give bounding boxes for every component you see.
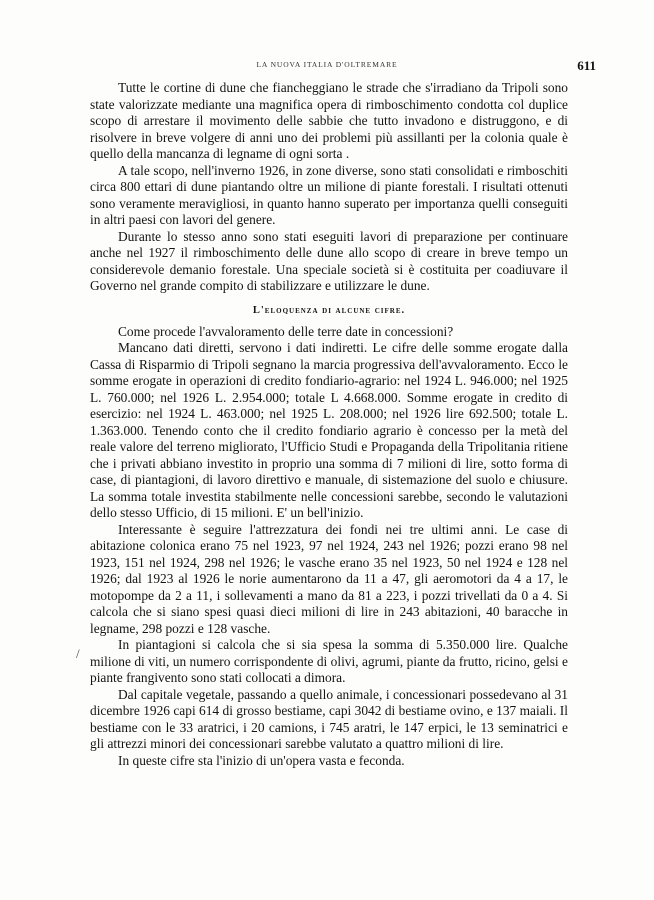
paragraph-dati-indiretti: Mancano dati diretti, servono i dati indiretti. Le cifre delle somme erogate dalla Cassa di Risparmio di Tripoli segnano la marcia progressiva dell'avvaloramento. Ecco le somme erogate in operazioni di credito fondiario-agrario: nel 1924 L. 946.000; nel 1925 L. 760.000; nel 1926 L. 2.954.000; totale L 4.668.000. Somme erogate in credito di esercizio: nel 1924 L. 463.000; nel 1925 L. 208.000; nel 1926 lire 692.500; totale L. 1.363.000. Tenendo conto che il credito fondiario agrario è concesso per la metà del reale valore del terreno migliorato, l'Ufficio Studi e Propaganda della Tripolitania ritiene che i privati abbiano investito in proprio una somma di 7 milioni di lire, sotto forma di case, di piantagioni, di lavoro direttivo e manuale, di sistemazione del suolo e chiusure. La somma totale investita stabilmente nelle concessioni sarebbe, secondo le valutazioni dello stesso Ufficio, di 15 milioni. E' un bell'inizio. bbox=[90, 340, 568, 520]
paragraph-conclusion: In queste cifre sta l'inizio di un'opera vasta e feconda. bbox=[118, 752, 405, 768]
section-heading: L'eloquenza di alcune cifre. bbox=[252, 304, 406, 316]
paragraph-inverno-1926: A tale scopo, nell'inverno 1926, in zone diverse, sono stati consolidati e rimboschiti circa 800 ettari di dune piantando oltre un milione di piante forestali. I risultati ottenuti sono veramente meravigliosi, in quanto hanno superato per importanza quelli conseguiti in altri paesi con lavori del genere. bbox=[90, 162, 568, 227]
margin-mark: / bbox=[76, 646, 80, 661]
paragraph-capitale-animale: Dal capitale vegetale, passando a quello animale, i concessionari possedevano al 31 dicembre 1926 capi 614 di grosso bestiame, capi 3042 di bestiame ovino, e 137 maiali. Il bestiame con le 33 aratrici, i 20 camions, i 745 aratri, le 147 erpici, le 13 seminatrici e gli attrezzi minori dei concessionari sarebbe valutato a quattro milioni di lire. bbox=[90, 686, 568, 751]
running-head: LA NUOVA ITALIA D'OLTREMARE bbox=[256, 60, 398, 69]
page-header bbox=[0, 58, 654, 74]
page-number: 611 bbox=[577, 58, 596, 73]
page-body bbox=[90, 80, 568, 769]
paragraph-dune-cortine: Tutte le cortine di dune che fiancheggiano le strade che s'irradiano da Tripoli sono state valorizzate mediante una magnifica opera di rimboschimento condotta col duplice scopo di arrestare il movimento delle sabbie che tutto invadono e distruggono, e di risolvere in breve volgere di anni uno dei problemi più assillanti per la colonia quale è quello della mancanza di legname di ogni sorta . bbox=[90, 80, 568, 161]
paragraph-piantagioni: In piantagioni si calcola che si sia spesa la somma di 5.350.000 lire. Qualche milione di viti, un numero corrispondente di olivi, agrumi, piante da frutto, ricino, gelsi e piante frangivento sono stati collocati a dimora. bbox=[90, 637, 568, 685]
paragraph-lavori-preparazione: Durante lo stesso anno sono stati eseguiti lavori di preparazione per continuare anche nel 1927 il rimboschimento delle dune allo scopo di creare in breve tempo un considerevole demanio forestale. Una speciale società si è costituita per coadiuvare il Governo nel grande compito di stabilizzare e utilizzare le dune. bbox=[90, 228, 568, 293]
paragraph-question: Come procede l'avvaloramento delle terre date in concessioni? bbox=[118, 323, 454, 339]
paragraph-attrezzatura: Interessante è seguire l'attrezzatura dei fondi nei tre ultimi anni. Le case di abitazione colonica erano 75 nel 1923, 97 nel 1924, 243 nel 1926; pozzi erano 98 nel 1923, 151 nel 1924, 298 nel 1926; le vasche erano 35 nel 1923, 50 nel 1924 e 128 nel 1926; dal 1923 al 1926 le norie aumentarono da 11 a 47, gli aeromotori da 4 a 17, le motopompe da 2 a 11, i sollevamenti a mano da 81 a 223, i pozzi trivellati da 0 a 4. Si calcola che si siano spesi quasi dieci milioni di lire in 243 abitazioni, 40 baracche in legname, 298 pozzi e 128 vasche. bbox=[90, 521, 568, 636]
